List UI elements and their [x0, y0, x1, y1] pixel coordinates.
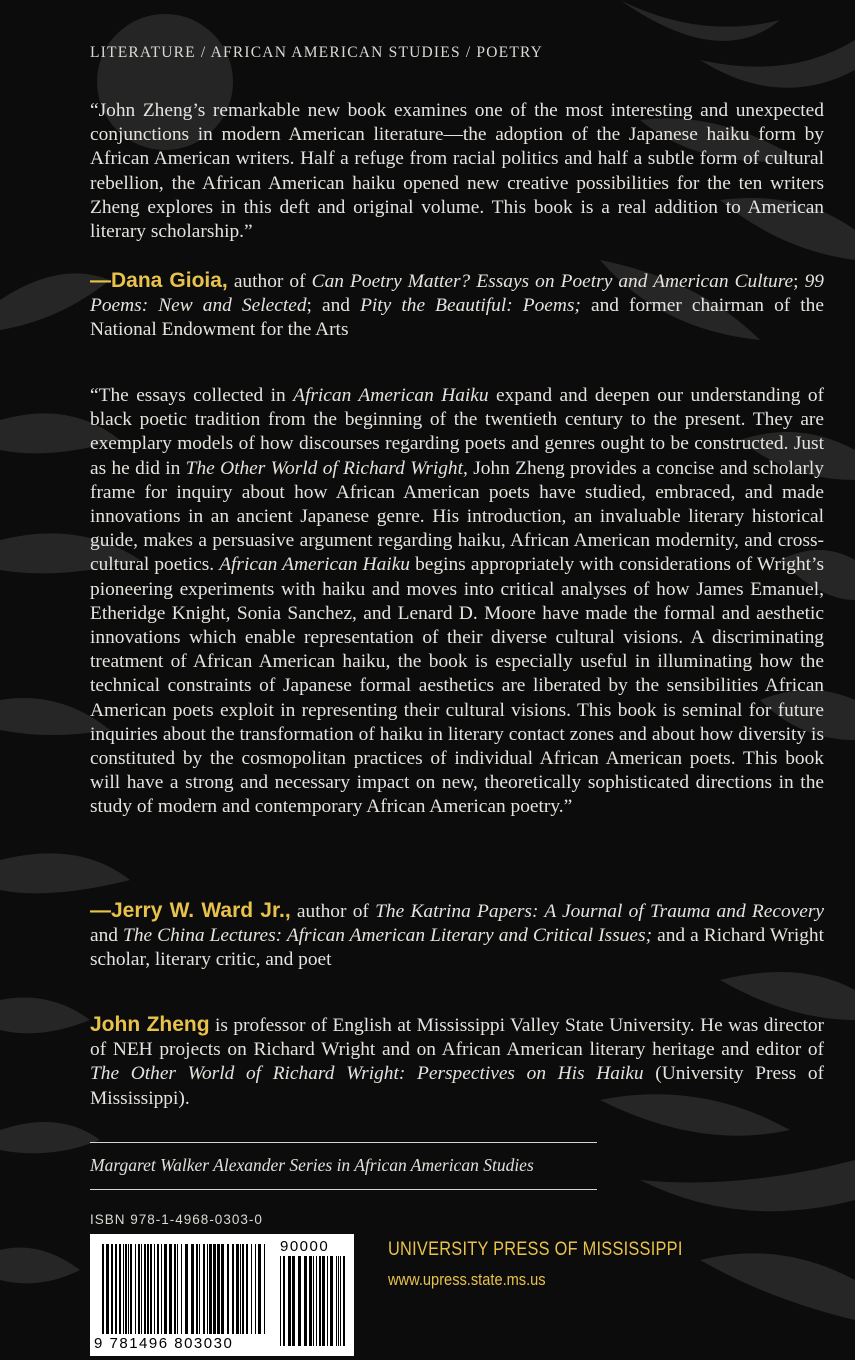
- barcode-addon-bars: [280, 1256, 345, 1346]
- barcode-bar: [316, 1256, 317, 1346]
- barcode-bar: [242, 1244, 244, 1334]
- barcode-bar: [196, 1244, 198, 1334]
- blurb-2-attribution: —Jerry W. Ward Jr., author of The Katrina Papers: A Journal of Trauma and Recovery and The China Lectures: African American Literary and Critical Issues; and a Richard Wright scholar, literary critic, and poet: [90, 899, 825, 971]
- barcode-digits: 9 781496 803030: [94, 1335, 234, 1352]
- barcode-bar: [255, 1244, 256, 1334]
- barcode-bar: [177, 1244, 178, 1334]
- barcode-addon-digits: 90000: [280, 1238, 330, 1255]
- isbn-barcode: [90, 1234, 354, 1356]
- barcode-bar: [240, 1244, 241, 1334]
- barcode-bar: [280, 1256, 281, 1346]
- barcode-bar: [209, 1244, 212, 1334]
- barcode-bar: [144, 1244, 146, 1334]
- barcode-bar: [119, 1244, 121, 1334]
- bio-author-name: John Zheng: [90, 1013, 210, 1036]
- series-title: Margaret Walker Alexander Series in African American Studies: [90, 1155, 534, 1175]
- barcode-bar: [327, 1256, 328, 1346]
- blurb-1-book-2: 99 Poems: New and Selected: [90, 271, 824, 317]
- category-label: LITERATURE / AFRICAN AMERICAN STUDIES / POETRY: [90, 44, 544, 61]
- barcode-bar: [292, 1256, 295, 1346]
- barcode-bar: [251, 1244, 252, 1334]
- barcode-bar: [319, 1256, 321, 1346]
- barcode-bar: [147, 1244, 149, 1334]
- barcode-bar: [169, 1244, 172, 1334]
- blurb-1-attribution: —Dana Gioia, author of Can Poetry Matter? Essays on Poetry and American Culture; 99 Poems: New and Selected; and Pity the Beautiful: Poems; and former chairman of the National Endowment for the Arts: [90, 269, 824, 341]
- blurb-2-quote: “The essays collected in African American Haiku expand and deepen our understanding of black poetic tradition from the beginning of the twentieth century to the present. They are exemplary models of how discourses regarding poets and genres ought to be constructed. Just as he did in The Other World of Richard Wright, John Zheng provides a concise and scholarly frame for inquiry about how African American poets have studied, embraced, and made innovations in an ancient Japanese genre. His introduction, an invaluable literary historical guide, makes a persuasive argument regarding haiku, African American modernity, and cross-cultural poetics. African American Haiku begins appropriately with considerations of Wright’s pioneering experiments with haiku and moves into critical analyses of how James Emanuel, Etheridge Knight, Sonia Sanchez, and Lenard D. Moore have made the formal and aesthetic innovations which enable representation of their diverse cultural visions. A discriminating treatment of African American haiku, the book is especially useful in illuminating how the technical constraints of Japanese formal aesthetics are liberated by the sensibilities African American poets exploit in representing their cultural visions. This book is seminal for future inquiries about the transformation of haiku in literary contact zones and about how diversity is constituted by the cosmopolitan practices of individual African American poets. This book will have a strong and necessary impact on new, theoretically sophisticated directions in the study of modern and contemporary African American poetry.”: [90, 385, 824, 818]
- barcode-bar: [283, 1256, 285, 1346]
- barcode-bar: [123, 1244, 124, 1334]
- series-bottom-divider: [90, 1189, 597, 1190]
- barcode-bar: [130, 1244, 132, 1334]
- barcode-bar: [258, 1244, 261, 1334]
- blurb-2-author: —Jerry W. Ward Jr.,: [90, 899, 291, 922]
- barcode-bar: [336, 1256, 337, 1346]
- barcode-bar: [322, 1256, 325, 1346]
- barcode-bar: [338, 1256, 339, 1346]
- barcode-bar: [313, 1256, 314, 1346]
- barcode-bar: [304, 1256, 307, 1346]
- blurb-2-book-1: The Katrina Papers: A Journal of Trauma and Recovery: [375, 901, 825, 922]
- barcode-bar: [157, 1244, 159, 1334]
- blurb-1-author: —Dana Gioia,: [90, 269, 228, 292]
- barcode-bar: [264, 1244, 265, 1334]
- barcode-bar: [164, 1244, 167, 1334]
- barcode-bar: [330, 1256, 333, 1346]
- barcode-main-bars: [102, 1244, 265, 1334]
- barcode-bar: [207, 1244, 208, 1334]
- publisher-name: UNIVERSITY PRESS OF MISSISSIPPI: [388, 1239, 683, 1260]
- barcode-bar: [236, 1244, 239, 1334]
- author-bio: John Zheng is professor of English at Mississippi Valley State University. He was director of NEH projects on Richard Wright and on African American literary heritage and editor of The Other World of Richard Wright: Perspectives on His Haiku (University Press of Mississippi).: [90, 1013, 824, 1109]
- barcode-bar: [340, 1256, 341, 1346]
- barcode-bar: [227, 1244, 229, 1334]
- blurb-2-book-2: The China Lectures: African American Literary and Critical Issues;: [123, 925, 653, 947]
- barcode-bar: [154, 1244, 155, 1334]
- barcode-bar: [185, 1244, 188, 1334]
- barcode-bar: [181, 1244, 182, 1334]
- barcode-bar: [298, 1256, 301, 1346]
- barcode-bar: [115, 1244, 117, 1334]
- barcode-bar: [102, 1244, 104, 1334]
- barcode-bar: [343, 1256, 345, 1346]
- blurb-1-book-3: Pity the Beautiful: Poems;: [360, 295, 581, 317]
- barcode-bar: [246, 1244, 248, 1334]
- barcode-bar: [203, 1244, 205, 1334]
- barcode-bar: [161, 1244, 162, 1334]
- barcode-graphic: [90, 1234, 354, 1356]
- barcode-bar: [138, 1244, 140, 1334]
- isbn-number: ISBN 978-1-4968-0303-0: [90, 1212, 263, 1227]
- barcode-bar: [191, 1244, 194, 1334]
- barcode-bar: [217, 1244, 220, 1334]
- barcode-bar: [213, 1244, 216, 1334]
- barcode-bar: [106, 1244, 109, 1334]
- barcode-bar: [232, 1244, 234, 1334]
- barcode-bar: [221, 1244, 224, 1334]
- blurb-1-book-1: Can Poetry Matter? Essays on Poetry and American Culture: [311, 271, 794, 292]
- barcode-bar: [128, 1244, 129, 1334]
- barcode-bar: [135, 1244, 136, 1334]
- barcode-bar: [150, 1244, 152, 1334]
- blurb-1-quote: “John Zheng’s remarkable new book examines one of the most interesting and unexpected conjunctions in modern American literature—the adoption of the Japanese haiku form by African American writers. Half a refuge from racial politics and half a subtle form of cultural rebellion, the African American haiku opened new creative possibilities for the ten writers Zheng explores in this deft and original volume. This book is a real addition to American literary scholarship.”: [90, 100, 824, 243]
- barcode-bar: [288, 1256, 291, 1346]
- publisher-url[interactable]: www.upress.state.ms.us: [388, 1270, 546, 1289]
- barcode-bar: [111, 1244, 113, 1334]
- barcode-bar: [309, 1256, 312, 1346]
- barcode-bar: [174, 1244, 176, 1334]
- series-top-divider: [90, 1142, 597, 1143]
- barcode-bar: [199, 1244, 200, 1334]
- barcode-bar: [125, 1244, 127, 1334]
- barcode-bar: [141, 1244, 142, 1334]
